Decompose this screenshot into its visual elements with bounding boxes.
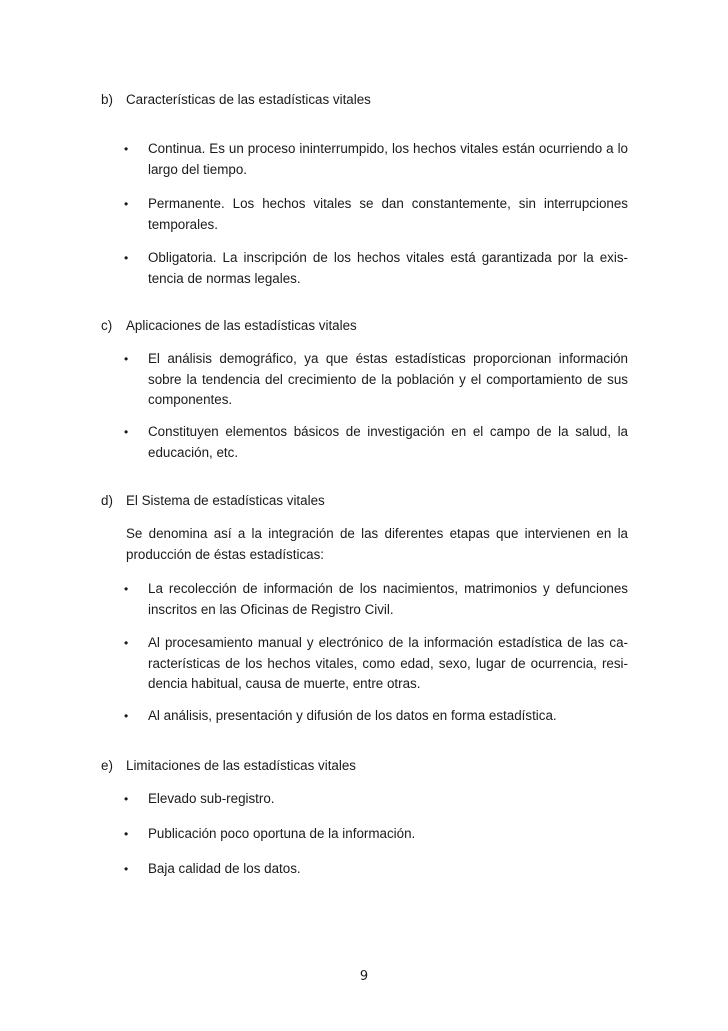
section-b-title: Características de las estadísticas vitales xyxy=(126,92,371,107)
bullet-icon: • xyxy=(124,582,129,596)
list-item-text: Permanente. Los hechos vitales se dan constantemente, sin interrupciones temporales. xyxy=(148,196,628,232)
list-item-text: Al procesamiento manual y electrónico de la información estadística de las ca-racterísticas de los hechos vitales, como edad, sexo, lugar de ocurrencia, resi-dencia habitual, causa de muerte, entre otras. xyxy=(148,635,628,691)
list-item xyxy=(124,706,628,727)
bullet-icon: • xyxy=(124,862,129,876)
section-c-heading xyxy=(101,317,661,335)
bullet-icon: • xyxy=(124,251,129,265)
list-item-text: Baja calidad de los datos. xyxy=(148,861,301,876)
bullet-icon: • xyxy=(124,352,129,366)
bullet-icon: • xyxy=(124,636,129,650)
list-item xyxy=(124,633,628,695)
list-item xyxy=(124,194,628,235)
section-e-letter: e) xyxy=(101,758,113,773)
list-item-text: Publicación poco oportuna de la información. xyxy=(148,826,416,841)
bullet-icon: • xyxy=(124,709,129,723)
list-item xyxy=(124,139,628,180)
list-item xyxy=(124,422,628,463)
section-d-title: El Sistema de estadísticas vitales xyxy=(126,493,325,508)
section-d-letter: d) xyxy=(101,493,113,508)
list-item xyxy=(124,248,628,289)
bullet-icon: • xyxy=(124,425,129,439)
list-item xyxy=(124,789,628,810)
list-item-text: Obligatoria. La inscripción de los hechos vitales está garantizada por la exis-tencia de normas legales. xyxy=(148,250,628,286)
list-item xyxy=(124,824,628,845)
section-c-letter: c) xyxy=(101,318,113,333)
list-item-text: Constituyen elementos básicos de investigación en el campo de la salud, la educación, etc. xyxy=(148,424,628,460)
list-item-text: El análisis demográfico, ya que éstas estadísticas proporcionan información sobre la tendencia del crecimiento de la población y el comportamiento de sus componentes. xyxy=(148,351,628,407)
bullet-icon: • xyxy=(124,197,129,211)
list-item xyxy=(124,859,628,880)
section-b-heading xyxy=(101,91,661,109)
page-number: 9 xyxy=(359,969,369,984)
list-item-text: Continua. Es un proceso ininterrumpido, los hechos vitales están ocurriendo a lo largo del tiempo. xyxy=(148,141,628,177)
list-item xyxy=(124,579,628,620)
section-e-heading xyxy=(101,757,661,775)
bullet-icon: • xyxy=(124,827,129,841)
bullet-icon: • xyxy=(124,142,129,156)
section-d-heading xyxy=(101,492,661,510)
list-item-text: La recolección de información de los nacimientos, matrimonios y defunciones inscritos en las Oficinas de Registro Civil. xyxy=(148,581,628,617)
list-item-text: Elevado sub-registro. xyxy=(148,791,275,806)
section-c-title: Aplicaciones de las estadísticas vitales xyxy=(126,318,357,333)
section-b-letter: b) xyxy=(101,92,113,107)
list-item xyxy=(124,349,628,411)
section-e-title: Limitaciones de las estadísticas vitales xyxy=(126,758,356,773)
list-item-text: Al análisis, presentación y difusión de los datos en forma estadística. xyxy=(148,708,557,723)
section-d-intro: Se denomina así a la integración de las diferentes etapas que intervienen en la producción de éstas estadísticas: xyxy=(126,526,628,562)
bullet-icon: • xyxy=(124,792,129,806)
